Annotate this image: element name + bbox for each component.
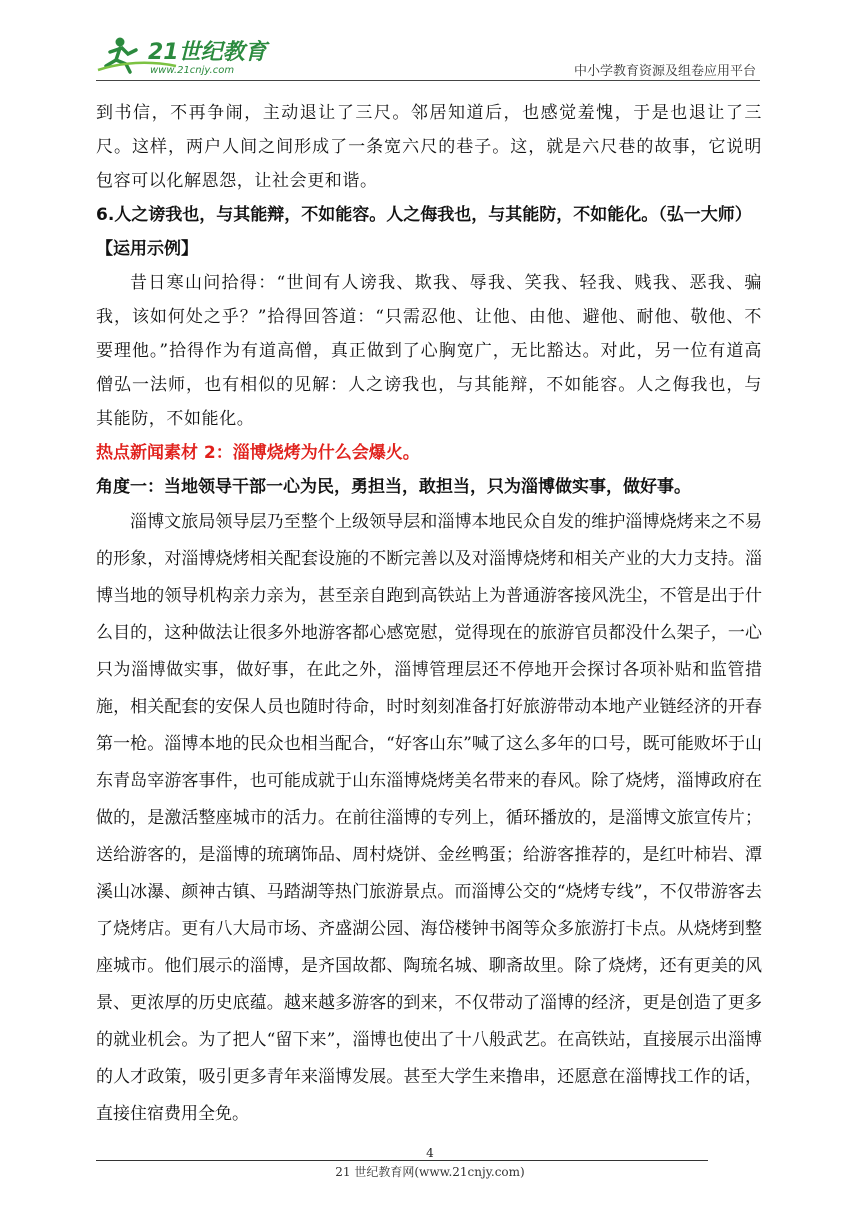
footer-site[interactable]: 21 世纪教育网(www.21cnjy.com) bbox=[335, 1165, 525, 1179]
paragraph-six-chi-lane: 到书信，不再争闹，主动退让了三尺。邻居知道后，也感觉羞愧，于是也退让了三尺。这样，两户人间之间形成了一条宽六尺的巷子。这，就是六尺巷的故事，它说明包容可以化解恩怨，让社会更和谐。 bbox=[96, 103, 762, 191]
paragraph-hanshan-shide: 昔日寒山问拾得：“世间有人谤我、欺我、辱我、笑我、轻我、贱我、恶我、骗我，该如何处之乎？”拾得回答道：“只需忍他、让他、由他、避他、耐他、敬他、不要理他。”拾得作为有道高僧，真正做到了心胸宽广，无比豁达。对此，另一位有道高僧弘一法师，也有相似的见解：人之谤我也，与其能辩，不如能容。人之侮我也，与其能防，不如能化。 bbox=[96, 273, 762, 429]
page-header bbox=[96, 30, 760, 80]
paragraph-zibo-bbq: 淄博文旅局领导层乃至整个上级领导层和淄博本地民众自发的维护淄博烧烤来之不易的形象，对淄博烧烤相关配套设施的不断完善以及对淄博烧烤和相关产业的大力支持。淄博当地的领导机构亲力亲为，甚至亲自跑到高铁站上为普通游客接风洗尘，不管是出于什么目的，这种做法让很多外地游客都心感宽慰，觉得现在的旅游官员都没什么架子，一心只为淄博做实事，做好事，在此之外，淄博管理层还不停地开会探讨各项补贴和监管措施，相关配套的安保人员也随时待命，时时刻刻准备打好旅游带动本地产业链经济的开春第一枪。淄博本地的民众也相当配合，“好客山东”喊了这么多年的口号，既可能败坏于山东青岛宰游客事件，也可能成就于山东淄博烧烤美名带来的春风。除了烧烤，淄博政府在做的，是激活整座城市的活力。在前往淄博的专列上，循环播放的，是淄博文旅宣传片；送给游客的，是淄博的琉璃饰品、周村烧饼、金丝鸭蛋；给游客推荐的，是红叶柿岩、潭溪山冰瀑、颜神古镇、马踏湖等热门旅游景点。而淄博公交的“烧烤专线”，不仅带游客去了烧烤店。更有八大局市场、齐盛湖公园、海岱楼钟书阁等众多旅游打卡点。从烧烤到整座城市。他们展示的淄博，是齐国故都、陶琉名城、聊斋故里。除了烧烤，还有更美的风景、更浓厚的历史底蕴。越来越多游客的到来，不仅带动了淄博的经济，更是创造了更多的就业机会。为了把人“留下来”，淄博也使出了十八般武艺。在高铁站，直接展示出淄博的人才政策，吸引更多青年来淄博发展。甚至大学生来撸串，还愿意在淄博找工作的话，直接住宿费用全免。 bbox=[96, 512, 762, 1124]
page-number: 4 bbox=[426, 1146, 434, 1160]
logo-wordmark: 21世纪教育 bbox=[148, 40, 267, 65]
header-divider bbox=[96, 80, 760, 81]
logo-url: www.21cnjy.com bbox=[150, 65, 235, 76]
site-logo[interactable] bbox=[96, 30, 296, 78]
hot-news-title: 热点新闻素材 2：淄博烧烤为什么会爆火。 bbox=[96, 443, 420, 463]
platform-name: 中小学教育资源及组卷应用平台 bbox=[573, 64, 756, 79]
example-label: 【运用示例】 bbox=[96, 239, 198, 259]
angle-one-heading: 角度一：当地领导干部一心为民，勇担当，敢担当，只为淄博做实事，做好事。 bbox=[96, 477, 691, 497]
quote-heading-6: 6.人之谤我也，与其能辩，不如能容。人之侮我也，与其能防，不如能化。（弘一大师） bbox=[96, 205, 752, 225]
runner-logo-icon bbox=[96, 30, 296, 78]
footer-divider bbox=[96, 1160, 708, 1161]
document-body bbox=[96, 96, 762, 1133]
